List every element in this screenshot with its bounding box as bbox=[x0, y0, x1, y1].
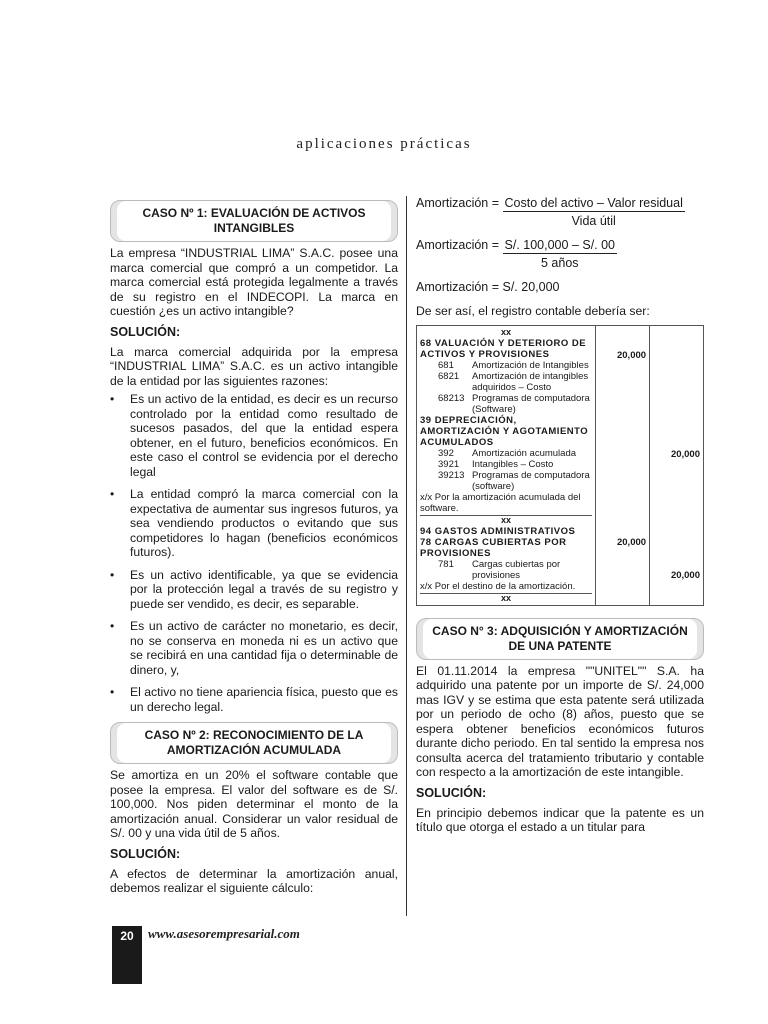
account-name: Amortización de Intangibles bbox=[472, 359, 589, 371]
list-item: • El activo no tiene apariencia física, puesto que es un derecho legal. bbox=[110, 685, 398, 714]
account-name: Intangibles – Costo bbox=[472, 458, 554, 470]
solucion1-intro: La marca comercial adquirida por la empresa “INDUSTRIAL LIMA” S.A.C. es un activo intangible de la entidad por las siguientes razones: bbox=[110, 344, 398, 388]
formula-2-numerator: S/. 100,000 – S/. 00 bbox=[504, 238, 616, 252]
formula-2-denominator: 5 años bbox=[541, 256, 579, 270]
account-code: 6821 bbox=[438, 370, 460, 382]
left-column bbox=[110, 196, 398, 896]
section-header: aplicaciones prácticas bbox=[296, 136, 472, 152]
debe-94: 20,000 bbox=[616, 536, 647, 548]
account-name: Programas de computadora (Software) bbox=[472, 392, 590, 415]
account-code: 68213 bbox=[438, 392, 465, 404]
formula-2-label: Amortización = bbox=[416, 238, 500, 252]
formula-2-fraction bbox=[503, 238, 618, 270]
account-code: 39213 bbox=[438, 469, 465, 481]
entry-separator: xx bbox=[420, 593, 592, 603]
formula-1-denominator: Vida útil bbox=[571, 214, 616, 228]
account-39: 39 DEPRECIACIÓN, AMORTIZACIÓN Y AGOTAMIENTO ACUMULADOS bbox=[420, 414, 589, 448]
solucion2-text: A efectos de determinar la amortización anual, debemos realizar el siguiente cálculo: bbox=[110, 866, 398, 895]
formula-1-fraction bbox=[503, 196, 685, 228]
account-name: Cargas cubiertas por provisiones bbox=[472, 558, 561, 581]
account-name: Amortización de intangibles adquiridos – Costo bbox=[472, 370, 589, 393]
list-item: • Es un activo identificable, ya que se evidencia por la protección legal a través de su registro y puede ser vendido, es decir, es separable. bbox=[110, 568, 398, 612]
caso3-text: El 01.11.2014 la empresa ""UNITEL"" S.A. ha adquirido una patente por un importe de S/. 24,000 mas IGV y se estima que esta patente será utilizada por un periodo de ocho (8) años, puesto que se espera obtener beneficios económicos futuros durante dicho periodo. En tal sentido la empresa nos consulta acerca del tratamiento tributario y contable con respecto a la amortización de este intangible. bbox=[416, 663, 704, 779]
debe-68: 20,000 bbox=[616, 349, 647, 361]
registro-intro: De ser así, el registro contable debería ser: bbox=[416, 304, 650, 318]
debe-column bbox=[596, 325, 650, 605]
solucion3-heading: SOLUCIÓN: bbox=[416, 785, 487, 800]
list-item: • Es un activo de la entidad, es decir es un recurso controlado por la entidad como resultado de sucesos pasados, del que la entidad espera obtener, en el futuro, beneficios económicos. En este caso el control se evidencia por el derecho legal bbox=[110, 392, 398, 479]
caso3-title: CASO N° 3: ADQUISICIÓN Y AMORTIZACIÓN DE UNA PATENTE bbox=[416, 618, 704, 660]
right-column bbox=[416, 196, 704, 835]
page-number: 20 bbox=[112, 926, 142, 984]
formula-3: Amortización = S/. 20,000 bbox=[416, 280, 560, 294]
formula-1-numerator: Costo del activo – Valor residual bbox=[504, 196, 683, 210]
reasons-list bbox=[110, 392, 398, 714]
haber-39: 20,000 bbox=[670, 448, 700, 460]
account-name: Programas de computadora (software) bbox=[472, 469, 590, 492]
account-94: 94 GASTOS ADMINISTRATIVOS bbox=[420, 525, 576, 537]
caso2-text: Se amortiza en un 20% el software contable que posee la empresa. El valor del software es de S/. 100,000. Nos piden determinar el monto de la amortización anual. Considerar un valor residual de S/. 00 y una vida útil de 5 años. bbox=[110, 768, 398, 840]
account-78: 78 CARGAS CUBIERTAS POR PROVISIONES bbox=[420, 536, 567, 559]
account-68: 68 VALUACIÓN Y DETERIORO DE ACTIVOS Y PROVISIONES bbox=[420, 337, 587, 360]
column-divider bbox=[406, 196, 407, 916]
solucion3-text: En principio debemos indicar que la patente es un título que otorga el estado a un titular para bbox=[416, 805, 704, 834]
account-name: Amortización acumulada bbox=[472, 447, 577, 459]
solucion1-heading: SOLUCIÓN: bbox=[110, 324, 181, 339]
formula-1-label: Amortización = bbox=[416, 196, 500, 210]
journal-entry-table bbox=[416, 325, 704, 606]
glosa-2: x/x Por el destino de la amortización. bbox=[420, 580, 576, 592]
account-code: 392 bbox=[438, 447, 454, 459]
caso1-text: La empresa “INDUSTRIAL LIMA” S.A.C. posee una marca comercial que compró a un competidor. La marca comercial está protegida legalmente a través de su registro en el INDECOPI. La marca en cuestión ¿es un activo intangible? bbox=[110, 246, 398, 318]
caso1-title: CASO Nº 1: EVALUACIÓN DE ACTIVOS INTANGIBLES bbox=[110, 200, 398, 242]
glosa-1: x/x Por la amortización acumulada del software. bbox=[420, 491, 581, 514]
formula-2 bbox=[416, 238, 704, 270]
list-item: • Es un activo de carácter no monetario, es decir, no se conserva en moneda ni es un activo que se recibirá en una cantidad fija o determinable de dinero, y, bbox=[110, 619, 398, 677]
footer-url: www.asesorempresarial.com bbox=[148, 926, 300, 941]
haber-column bbox=[650, 325, 704, 605]
list-item: • La entidad compró la marca comercial con la expectativa de aumentar sus ingresos futuros, ya sea vendiendo productos o evitando que sus competidores lo hagan (beneficios económicos futuros). bbox=[110, 487, 398, 560]
caso2-title: CASO Nº 2: RECONOCIMIENTO DE LA AMORTIZACIÓN ACUMULADA bbox=[110, 722, 398, 764]
entry-separator: xx bbox=[420, 515, 592, 525]
table-row bbox=[417, 325, 704, 605]
account-code: 3921 bbox=[438, 458, 460, 470]
formula-1 bbox=[416, 196, 704, 228]
entry-separator: xx bbox=[501, 326, 512, 337]
account-code: 681 bbox=[438, 359, 454, 371]
solucion2-heading: SOLUCIÓN: bbox=[110, 846, 181, 861]
account-code: 781 bbox=[438, 558, 454, 570]
haber-78: 20,000 bbox=[670, 569, 700, 581]
